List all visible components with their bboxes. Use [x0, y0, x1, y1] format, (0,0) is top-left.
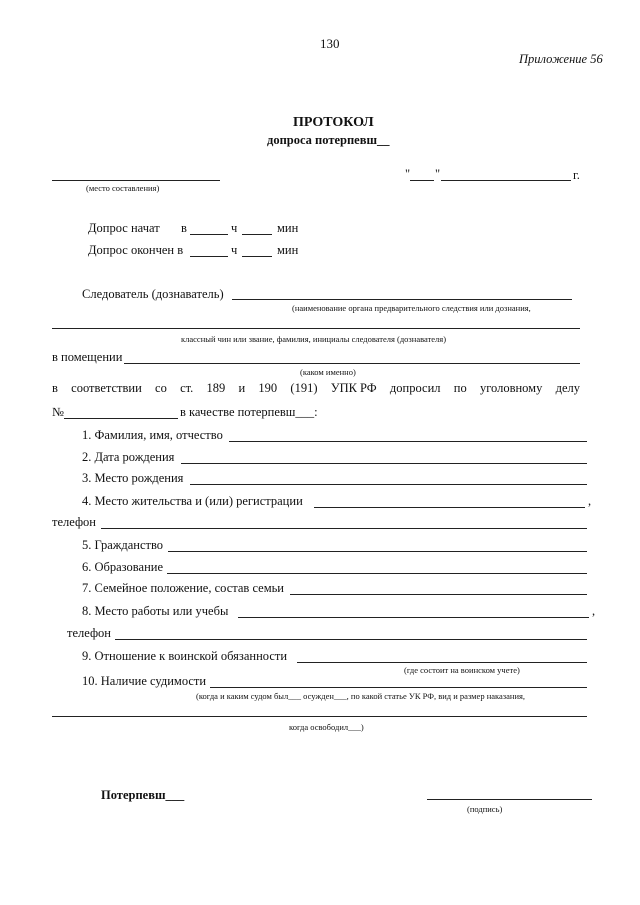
- accordance-word: по: [453, 381, 467, 395]
- birth-date-line[interactable]: [181, 463, 587, 464]
- accordance-word: делу: [555, 381, 580, 395]
- phone-label-2: телефон: [67, 626, 111, 640]
- accordance-word: (191): [290, 381, 318, 395]
- birth-place-line[interactable]: [190, 484, 587, 485]
- victim-signature-label: Потерпевш___: [101, 788, 185, 802]
- room-label: в помещении: [52, 350, 123, 364]
- family-label: 7. Семейное положение, состав семьи: [82, 581, 284, 595]
- record-caption-2: когда освободил___): [289, 722, 364, 732]
- birth-date-label: 2. Дата рождения: [82, 450, 175, 464]
- signature-line[interactable]: [427, 799, 592, 800]
- military-label: 9. Отношение к воинской обязанности: [82, 649, 288, 663]
- investigator-caption-1: (наименование органа предварительного следствия или дознания,: [292, 303, 531, 313]
- phone-line-1[interactable]: [101, 528, 587, 529]
- case-number-line[interactable]: [64, 418, 178, 419]
- education-label: 6. Образование: [82, 560, 164, 574]
- residence-label: 4. Место жительства и (или) регистрации: [82, 494, 303, 508]
- citizenship-label: 5. Гражданство: [82, 538, 164, 552]
- military-caption: (где состоит на воинском учете): [404, 665, 520, 675]
- started-hours-line[interactable]: [190, 234, 228, 235]
- fio-line[interactable]: [229, 441, 587, 442]
- investigator-line-2[interactable]: [52, 328, 580, 329]
- ended-minutes-label: мин: [277, 243, 299, 257]
- started-hours-label: ч: [231, 221, 238, 235]
- investigator-label: Следователь (дознаватель): [82, 287, 224, 301]
- investigator-line[interactable]: [232, 299, 572, 300]
- record-line[interactable]: [210, 687, 587, 688]
- accordance-word: 189: [206, 381, 226, 395]
- page-number: 130: [320, 36, 340, 51]
- accordance-word: 190: [258, 381, 278, 395]
- accordance-word: ст.: [180, 381, 194, 395]
- accordance-word: уголовному: [479, 381, 543, 395]
- started-minutes-label: мин: [277, 221, 299, 235]
- appendix-label: Приложение 56: [519, 52, 603, 66]
- residence-line[interactable]: [314, 507, 585, 508]
- military-line[interactable]: [297, 662, 587, 663]
- started-minutes-line[interactable]: [242, 234, 272, 235]
- birth-place-label: 3. Место рождения: [82, 471, 184, 485]
- document-title: ПРОТОКОЛ: [293, 115, 374, 130]
- work-line[interactable]: [238, 617, 589, 618]
- family-line[interactable]: [290, 594, 587, 595]
- citizenship-line[interactable]: [168, 551, 587, 552]
- accordance-word: соответствии: [71, 381, 142, 395]
- accordance-word: со: [155, 381, 167, 395]
- case-number-label: №: [52, 405, 64, 419]
- date-quote-open: ": [405, 167, 411, 181]
- record-caption-1: (когда и каким судом был___ осужден___, по какой статье УК РФ, вид и размер наказания,: [196, 691, 526, 701]
- work-label: 8. Место работы или учебы: [82, 604, 229, 618]
- date-day-line[interactable]: [410, 180, 434, 181]
- started-label: Допрос начат: [88, 221, 160, 235]
- work-comma: ,: [592, 604, 596, 618]
- date-month-line[interactable]: [441, 180, 571, 181]
- accordance-word: в: [52, 381, 58, 395]
- as-victim-label: в качестве потерпевш___:: [180, 405, 318, 419]
- phone-line-2[interactable]: [115, 639, 587, 640]
- place-caption: (место составления): [86, 183, 160, 193]
- started-v: в: [181, 221, 187, 235]
- record-label: 10. Наличие судимости: [82, 674, 207, 688]
- room-line[interactable]: [124, 363, 580, 364]
- accordance-row: [52, 381, 580, 396]
- ended-label: Допрос окончен в: [88, 243, 184, 257]
- place-line[interactable]: [52, 180, 220, 181]
- accordance-word: допросил: [389, 381, 441, 395]
- education-line[interactable]: [167, 573, 587, 574]
- accordance-word: УПК РФ: [330, 381, 377, 395]
- ended-hours-label: ч: [231, 243, 238, 257]
- signature-caption: (подпись): [467, 804, 503, 814]
- accordance-word: и: [238, 381, 246, 395]
- residence-comma: ,: [588, 494, 592, 508]
- investigator-caption-2: классный чин или звание, фамилия, инициалы следователя (дознавателя): [181, 334, 447, 344]
- phone-label-1: телефон: [52, 515, 96, 529]
- date-year-suffix: г.: [573, 168, 580, 182]
- date-quote-close: ": [435, 167, 441, 181]
- room-caption: (каком именно): [300, 367, 356, 377]
- ended-minutes-line[interactable]: [242, 256, 272, 257]
- document-subtitle: допроса потерпевш__: [267, 133, 390, 147]
- ended-hours-line[interactable]: [190, 256, 228, 257]
- record-line-2[interactable]: [52, 716, 587, 717]
- fio-label: 1. Фамилия, имя, отчество: [82, 428, 223, 442]
